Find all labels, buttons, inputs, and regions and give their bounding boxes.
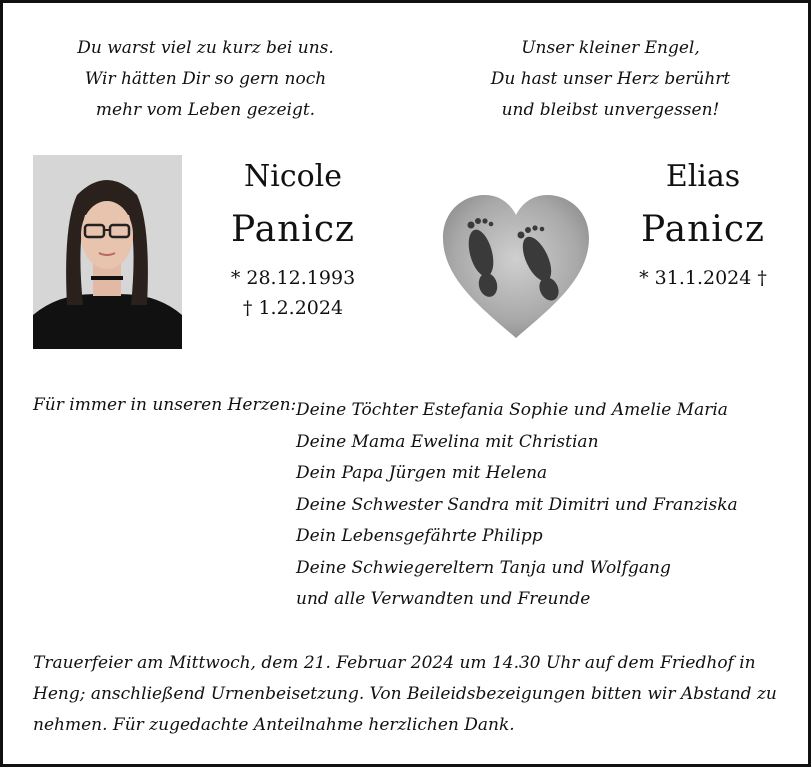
list-item: Deine Schwester Sandra mit Dimitri und Franziska [296, 494, 738, 515]
mourners-label: Für immer in unseren Herzen: [33, 395, 297, 415]
list-item: Deine Töchter Estefania Sophie und Amelie Maria [296, 400, 728, 420]
list-item: Deine Mama Ewelina mit Christian [296, 431, 599, 452]
verse-line: und bleibst unvergessen! [501, 100, 720, 120]
verse-right [433, 33, 788, 126]
ceremony-line: nehmen. Für zugedachte Anteilnahme herzlichen Dank. [33, 715, 515, 735]
ceremony-line: Trauerfeier am Mittwoch, dem 21. Februar 2024 um 14.30 Uhr auf dem Friedhof in [33, 653, 756, 673]
list-item: Dein Papa Jürgen mit Helena [296, 463, 548, 483]
ceremony-line: Heng; anschließend Urnenbeisetzung. Von Beileidsbezeigungen bitten wir Abstand zu [33, 684, 777, 704]
birth-date-left: * 28.12.1993 [230, 267, 356, 289]
portrait-photo [33, 155, 182, 349]
verse-left [33, 33, 378, 126]
first-name-left: Nicole [243, 159, 343, 194]
last-name-left: Panicz [231, 209, 355, 250]
death-date-left: † 1.2.2024 [242, 297, 344, 319]
verse-line: Wir hätten Dir so gern noch [84, 69, 327, 89]
mourners-list [296, 395, 738, 616]
footprints-heart-icon [441, 193, 591, 341]
first-name-right: Elias [665, 159, 741, 194]
verse-line: Du hast unser Herz berührt [490, 69, 731, 89]
dates-right: * 31.1.2024 † [639, 267, 767, 289]
portrait-illustration [33, 155, 182, 349]
verse-line: Du warst viel zu kurz bei uns. [77, 38, 334, 58]
verse-line: Unser kleiner Engel, [521, 38, 700, 58]
verse-line: mehr vom Leben gezeigt. [95, 100, 316, 120]
ceremony-text [33, 648, 788, 741]
last-name-right: Panicz [641, 209, 765, 250]
list-item: Deine Schwiegereltern Tanja und Wolfgang [296, 557, 671, 578]
list-item: Dein Lebensgefährte Philipp [296, 526, 543, 546]
list-item: und alle Verwandten und Freunde [296, 589, 591, 609]
